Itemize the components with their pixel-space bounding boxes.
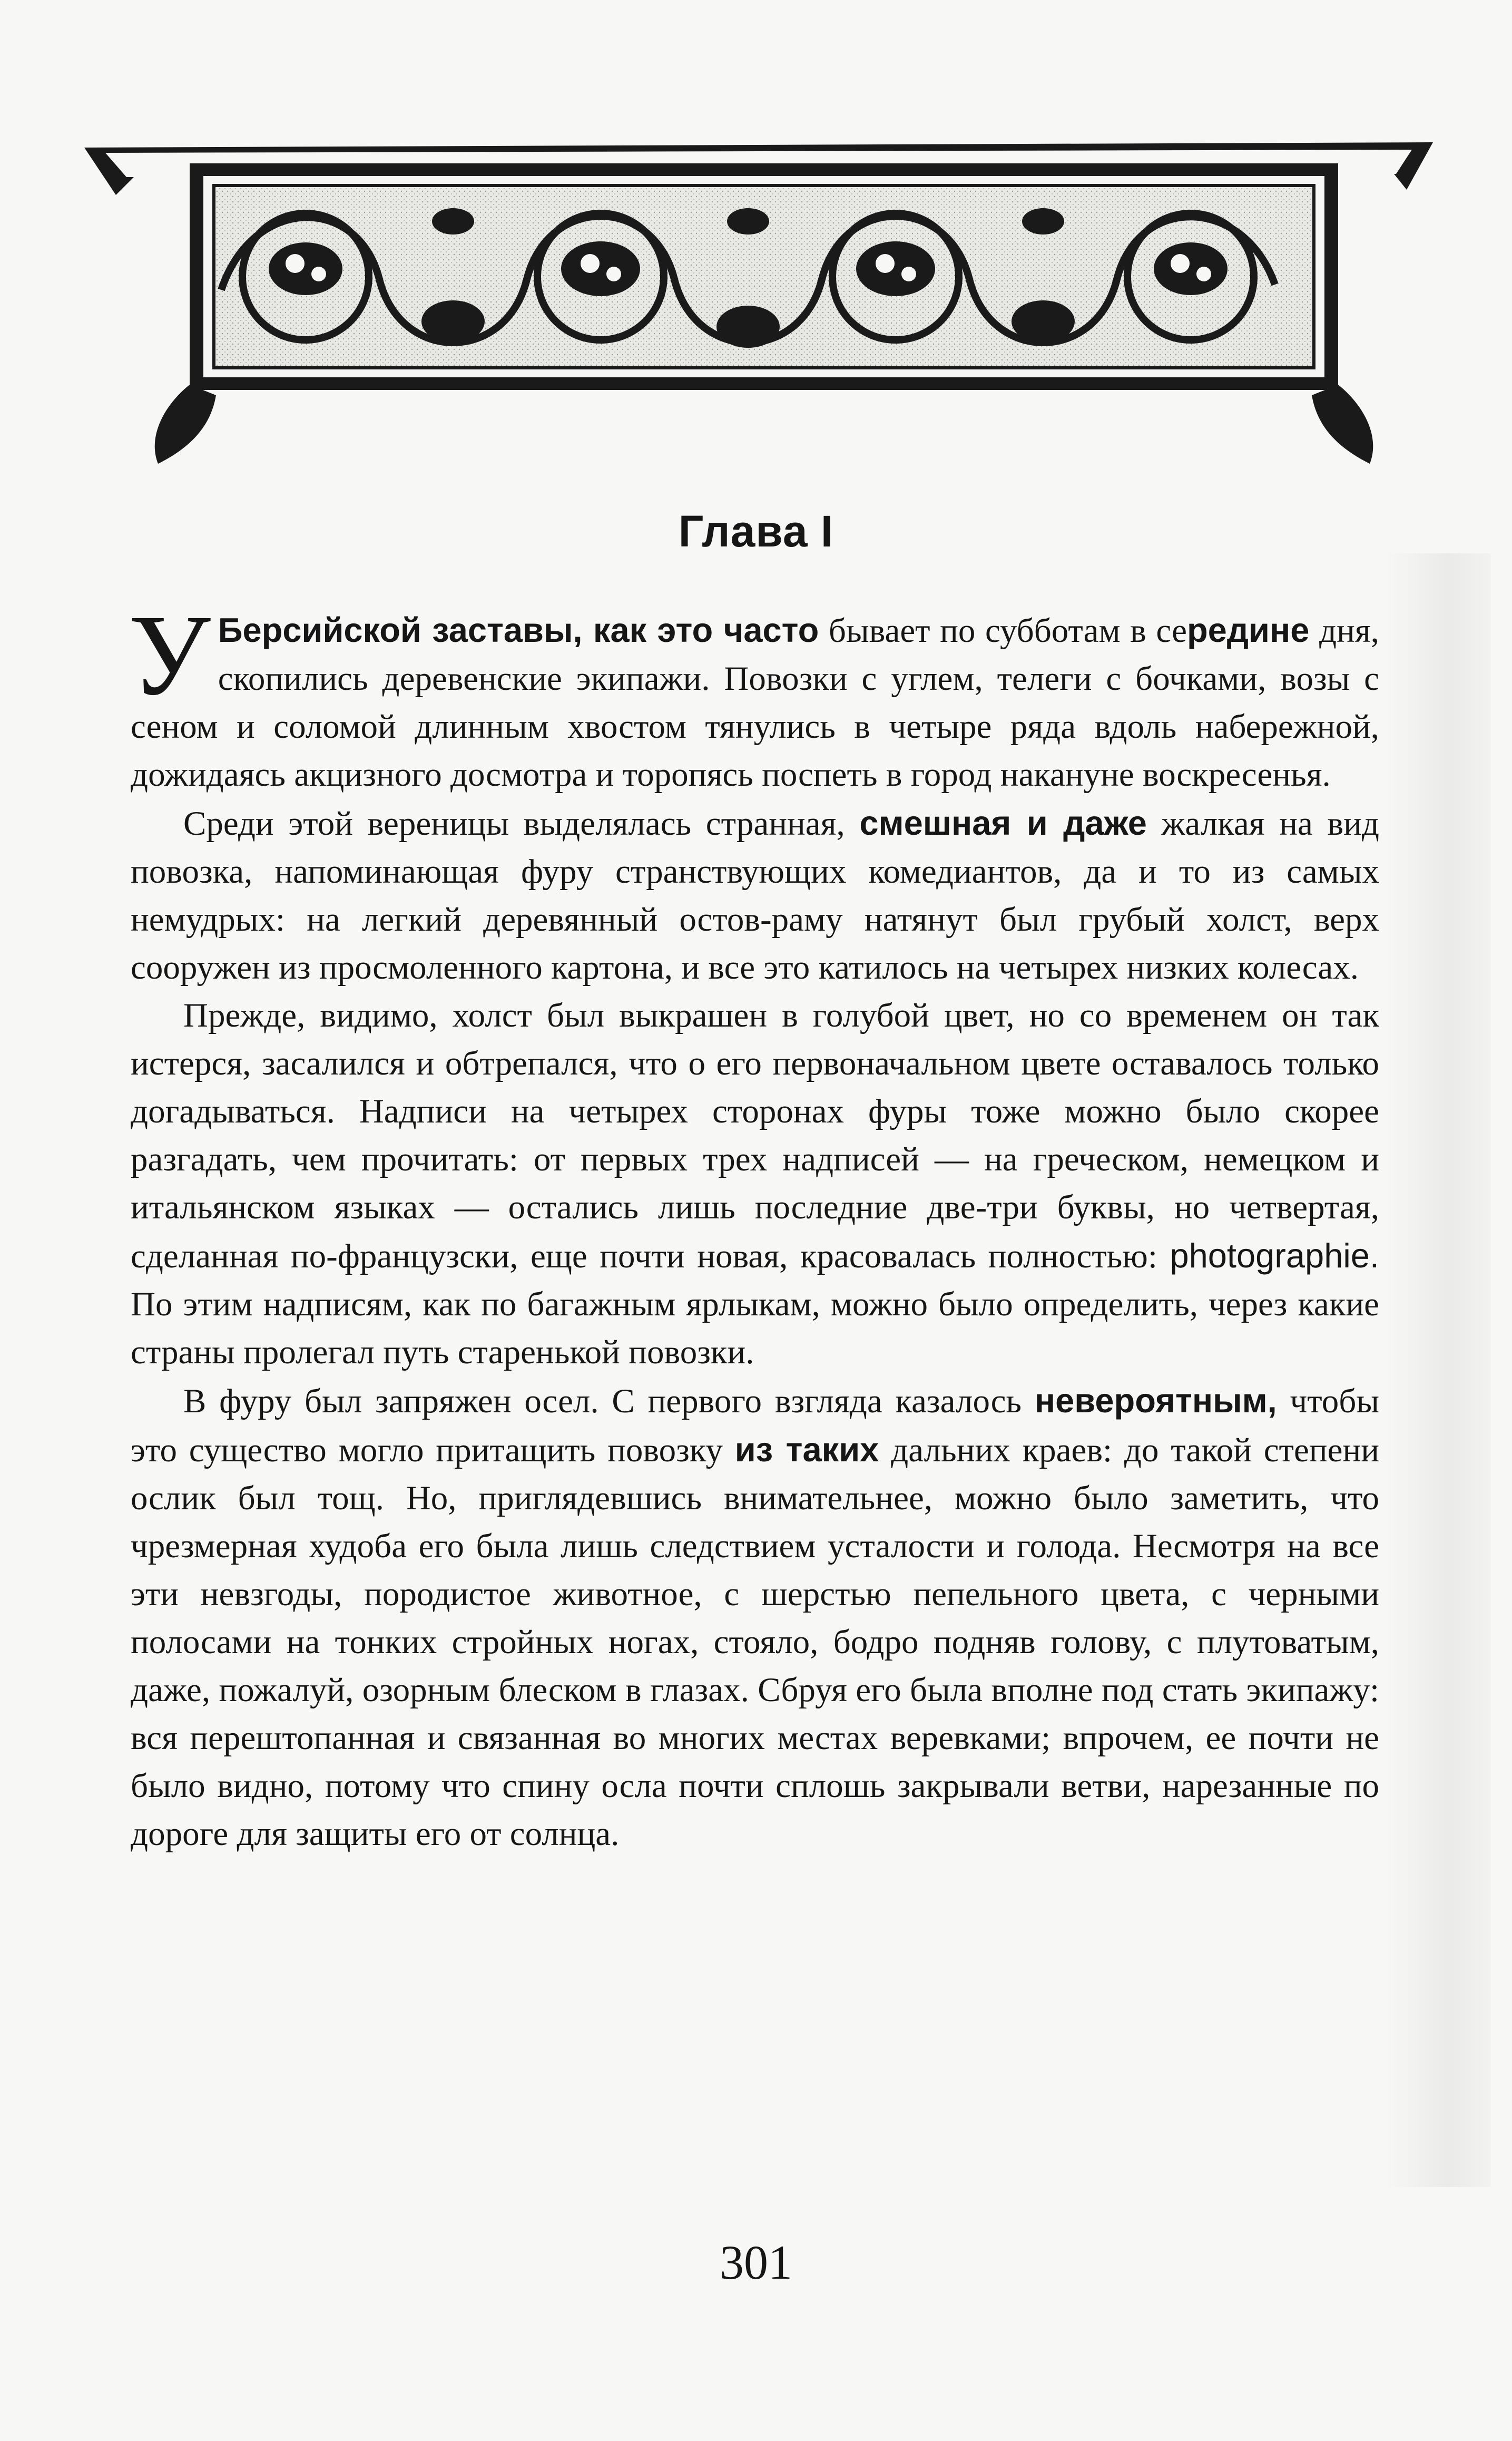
paragraph-2 bbox=[131, 799, 1379, 992]
text-run: В фуру был запряжен осел. С первого взгляда казалось bbox=[183, 1382, 1035, 1420]
paper-shading bbox=[1386, 553, 1491, 2187]
page-number: 301 bbox=[720, 2235, 792, 2289]
text-run: жалкая на вид повозка, напоминающая фуру странствующих комедиантов, да и то из самых немудрых: на легкий деревянный остов-раму натянут был грубый холст, верх сооружен из просмоленного картона, и все это катилось на четырех низких колесах. bbox=[131, 805, 1379, 987]
bold-phrase: смешная и даже bbox=[859, 804, 1147, 842]
paragraph-4 bbox=[131, 1376, 1379, 1858]
foreign-word: photographie. bbox=[1170, 1236, 1379, 1275]
bold-lead: Берсийской заставы, как это часто bbox=[218, 611, 819, 649]
drop-cap: У bbox=[129, 591, 211, 719]
bold-phrase: из таких bbox=[734, 1430, 879, 1469]
ornamental-headpiece-icon bbox=[84, 132, 1433, 469]
text-run: Прежде, видимо, холст был выкрашен в голубой цвет, но со временем он так истерся, засалился и обтрепался, что о его первоначальном цвете оставалось только догадываться. Надписи на четырех сторонах фуры тоже можно было скорее разгадать, чем прочитать: от первых трех надписей — на греческом, немецком и итальянском языках — остались лишь последние две-три буквы, но четвертая, сделанная по-французски, еще почти новая, красовалась полностью: bbox=[131, 997, 1379, 1275]
chapter-text bbox=[129, 591, 1380, 1858]
text-run: чтобы это существо могло притащить повозку bbox=[131, 1382, 1379, 1469]
text-run: бывает по субботам в се bbox=[819, 612, 1187, 650]
bold-word: редине bbox=[1186, 611, 1310, 649]
chapter-title: Глава I bbox=[678, 506, 834, 556]
paragraph-3 bbox=[131, 992, 1379, 1376]
text-run: Среди этой вереницы выделялась странная, bbox=[183, 805, 860, 843]
bold-word: невероятным, bbox=[1034, 1381, 1277, 1420]
text-run: По этим надписям, как по багажным ярлыкам, можно было определить, через какие страны пролегал путь старенькой повозки. bbox=[131, 1285, 1379, 1371]
text-run: дальних краев: до такой степени ослик был тощ. Но, приглядевшись внимательнее, можно было заметить, что чрезмерная худоба его была лишь следствием усталости и голода. Несмотря на все эти невзгоды, породистое животное, с шерстью пепельного цвета, с черными полосами на тонких стройных ногах, стояло, бодро подняв голову, с плутоватым, даже, пожалуй, озорным блеском в глазах. Сбруя его была вполне под стать экипажу: вся перештопанная и связанная во многих местах веревками; впрочем, ее почти не было видно, потому что спину осла почти сплошь закрывали ветви, нарезанные по дороге для защиты его от солнца. bbox=[131, 1431, 1380, 1853]
text-run: дня, скопились деревенские экипажи. Повозки с углем, телеги с бочками, возы с сеном и соломой длинным хвостом тянулись в четыре ряда вдоль набережной, дожидаясь акцизного досмотра и торопясь поспеть в город накануне воскресенья. bbox=[131, 612, 1379, 794]
paragraph-1 bbox=[129, 591, 1379, 799]
